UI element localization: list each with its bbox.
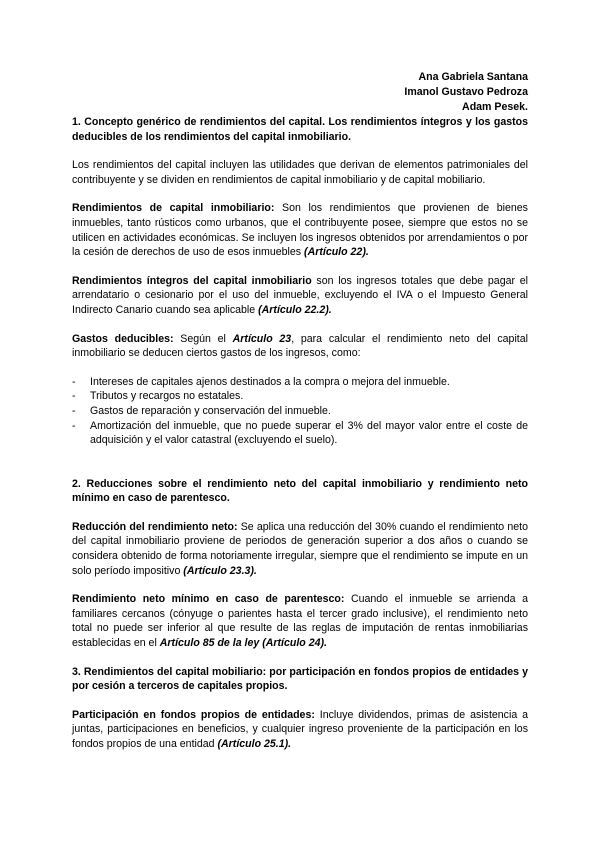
list-item: - Tributos y recargos no estatales. — [90, 389, 528, 404]
paragraph-text: Según el — [173, 332, 233, 345]
deductible-expenses-list — [72, 375, 528, 448]
paragraph-text: Cuando el inmueble se arrienda a familiares cercanos (cónyuge o parientes hasta el tercer grado inclusive), el rendimiento neto total no puede ser inferior al que resulte de las reglas de imputación de rentas inmobiliarias establecidas en el — [72, 593, 528, 650]
list-item: - Gastos de reparación y conservación del inmueble. — [90, 404, 528, 419]
article-reference: Artículo 23 — [232, 332, 292, 345]
article-reference: (Artículo 23.3). — [183, 564, 257, 577]
paragraph-text: Son los rendimientos que provienen de bienes inmuebles, tanto rústicos como urbanos, que el contribuyente posee, siempre que estos no se utilicen en actividades económicas. Se incluyen los ingresos obtenidos por arrendamientos o por la cesión de derechos de uso de esos inmuebles — [72, 202, 528, 259]
paragraph-fondos-propios — [72, 708, 528, 752]
paragraph-text: Incluye dividendos, primas de asistencia a juntas, participaciones en beneficios, y cualquier ingreso proveniente de la participación en los fondos propios de una entidad — [72, 708, 529, 750]
section-1-heading: 1. Concepto genérico de rendimientos del capital. Los rendimientos íntegros y los gastos deducibles de los rendimientos del capital inmobiliario. — [72, 116, 528, 143]
paragraph-text: son los ingresos totales que debe pagar el arrendatario o cesionario por el uso del inmueble, excluyendo el IVA o el Impuesto General Indirecto Canario cuando sea aplicable — [72, 274, 528, 316]
section-3-heading: 3. Rendimientos del capital mobiliario: por participación en fondos propios de entidades y por cesión a terceros de capitales propios. — [72, 665, 528, 693]
term: Rendimientos íntegros del capital inmobiliario — [72, 274, 312, 287]
article-reference: Artículo 85 de la ley — [159, 637, 260, 650]
article-reference: (Artículo 22.2). — [258, 303, 332, 316]
paragraph-capital-inmobiliario — [72, 201, 528, 259]
author-list — [72, 70, 528, 115]
section-1-intro: Los rendimientos del capital incluyen las utilidades que derivan de elementos patrimoniales del contribuyente y se dividen en rendimientos de capital inmobiliario y de capital mobiliario. — [72, 159, 528, 186]
author-name: Adam Pesek. — [462, 101, 528, 113]
term: Reducción del rendimiento neto: — [72, 520, 238, 533]
term: Rendimiento neto mínimo en caso de parentesco: — [72, 593, 345, 606]
term: Rendimientos de capital inmobiliario: — [72, 202, 275, 215]
article-reference: (Artículo 24). — [259, 637, 327, 650]
article-reference: (Artículo 22). — [304, 246, 369, 259]
paragraph-gastos-deducibles — [72, 332, 528, 361]
term: Gastos deducibles: — [72, 332, 174, 345]
paragraph-reduccion — [72, 520, 528, 578]
paragraph-parentesco — [72, 592, 528, 650]
paragraph-rendimientos-integros — [72, 274, 528, 318]
paragraph-text: , para calcular el rendimiento neto del capital inmobiliario se deducen ciertos gastos de los ingresos, como: — [72, 332, 528, 360]
list-item: - Intereses de capitales ajenos destinados a la compra o mejora del inmueble. — [90, 375, 528, 390]
term: Participación en fondos propios de entidades: — [72, 708, 315, 721]
paragraph-text: Se aplica una reducción del 30% cuando el rendimiento neto del capital inmobiliario proviene de periodos de generación superior a dos años o cuando se considera obtenido de forma notoriamente irregular, siempre que el rendimiento se impute en un solo período impositivo — [72, 520, 528, 577]
author-name: Ana Gabriela Santana — [418, 71, 528, 83]
author-name: Imanol Gustavo Pedroza — [404, 86, 528, 98]
section-2-heading: 2. Reducciones sobre el rendimiento neto del capital inmobiliario y rendimiento neto mínimo en caso de parentesco. — [72, 477, 528, 505]
list-item: - Amortización del inmueble, que no puede superar el 3% del mayor valor entre el coste de adquisición y el valor catastral (excluyendo el suelo). — [90, 419, 528, 448]
article-reference: (Artículo 25.1). — [217, 738, 292, 750]
